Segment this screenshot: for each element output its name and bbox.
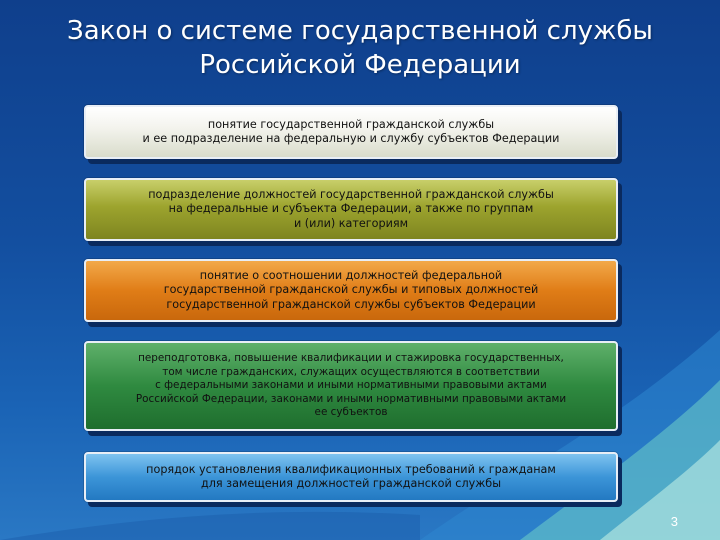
- content-box-4: [84, 341, 618, 431]
- content-box-2: [84, 178, 618, 241]
- content-box-text: подразделение должностей государственной гражданской службы на федеральные и субъекта Федерации, а также по группам и (или) категориям: [148, 187, 554, 230]
- slide-title-line2: Российской Федерации: [199, 50, 521, 80]
- content-box-1: [84, 105, 618, 159]
- content-box-5: [84, 452, 618, 502]
- slide-title: [0, 14, 720, 82]
- content-box-text: порядок установления квалификационных требований к гражданам для замещения должностей гражданской службы: [146, 462, 556, 490]
- slide-title-line1: Закон о системе государственной службы: [67, 16, 653, 46]
- content-box-3: [84, 259, 618, 322]
- content-box-text: понятие государственной гражданской службы и ее подразделение на федеральную и службу субъектов Федерации: [142, 117, 560, 145]
- page-number: 3: [670, 514, 678, 529]
- content-box-text: переподготовка, повышение квалификации и стажировка государственных, том числе гражданских, служащих осуществляются в соответствии с федеральными законами и иными нормативными правовыми актами Российской Федерации, законами и иными нормативными правовыми актами ее субъектов: [135, 352, 567, 419]
- content-box-text: понятие о соотношении должностей федеральной государственной гражданской службы и типовых должностей государственной гражданской службы субъектов Федерации: [163, 268, 539, 311]
